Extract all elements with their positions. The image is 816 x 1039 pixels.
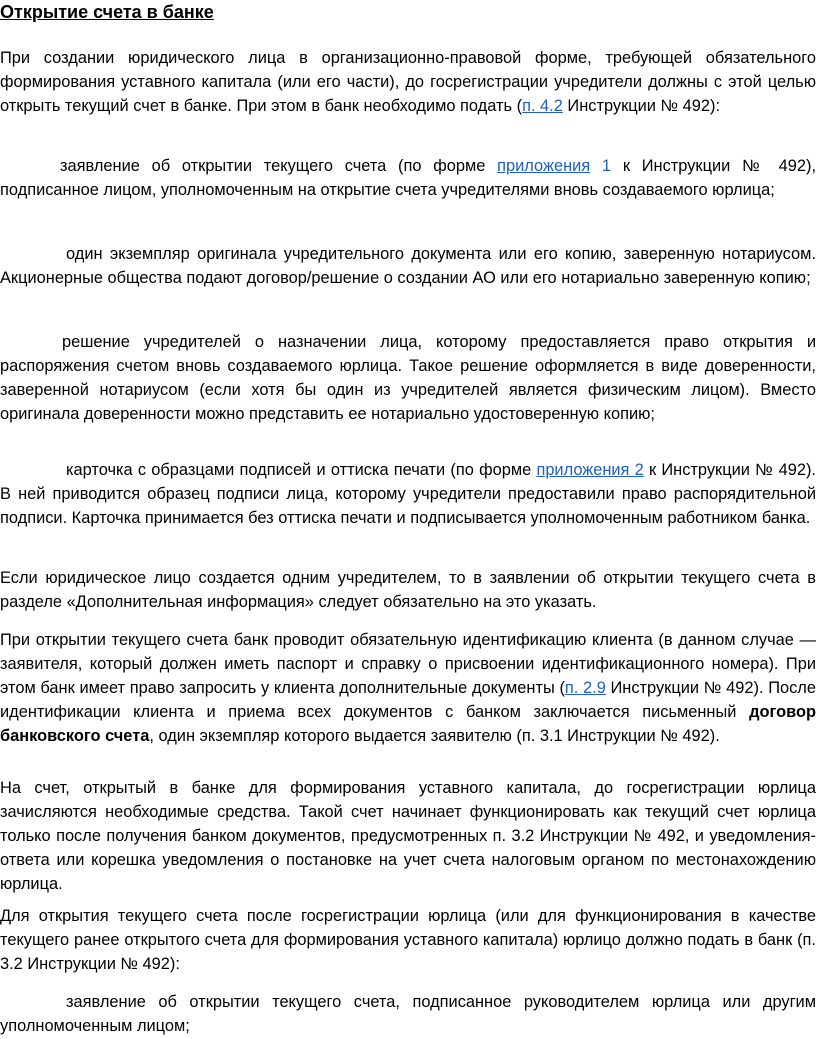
item-text: карточка с образцами подписей и оттиска печати (по форме (66, 461, 537, 479)
intro-text: При создании юридического лица в организационно-правовой форме, требующей обязательного формирования уставного капитала (или его части), до госрегистрации учредители должны с этой целью открыть текущий счет в банке. При этом в банк необходимо подать ( (0, 49, 816, 115)
list-item-charter-document: один экземпляр оригинала учредительного документа или его копию, заверенную нотариусом. Акционерные общества подают договор/решение о создании АО или его нотариально заверенную копию; (0, 245, 816, 287)
link-appendix-1-number[interactable]: 1 (590, 157, 612, 175)
identification-text-mid: Инструкции № 492). После идентификации клиента и приема всех документов с банком заключается письменный (0, 679, 816, 721)
intro-paragraph (0, 46, 816, 118)
list-item-founders-decision: решение учредителей о назначении лица, которому предоставляется право открытия и распоряжения счетом вновь создаваемого юрлица. Такое решение оформляется в виде доверенности, заверенной нотариусом (если хотя бы один из учредителей является физическим лицом). Вместо оригинала доверенности можно представить ее нотариально удостоверенную копию; (0, 333, 816, 423)
link-clause-4-2[interactable]: п. 4.2 (522, 97, 563, 115)
item-text-end: к Инструкции № 492). В ней приводится образец подписи лица, которому учредители предоставили право распорядительной подписи. Карточка принимается без оттиска печати и подписывается уполномоченным работником банка. (0, 461, 816, 527)
single-founder-paragraph: Если юридическое лицо создается одним учредителем, то в заявлении об открытии текущего счета в разделе «Дополнительная информация» следует обязательно на это указать. (0, 569, 816, 611)
identification-text: При открытии текущего счета банк проводит обязательную идентификацию клиента (в данном случае — заявителя, который должен иметь паспорт и справку о присвоении идентификационного номера). При этом банк имеет право запросить у клиента дополнительные документы ( (0, 631, 816, 697)
list-item-application (0, 154, 816, 202)
bank-account-agreement-term: договор банковского счета (0, 703, 816, 745)
list-item-signature-card (0, 458, 816, 530)
identification-text-end: , один экземпляр которого выдается заявителю (п. 3.1 Инструкции № 492). (149, 727, 720, 745)
intro-text-end: Инструкции № 492): (562, 97, 720, 115)
link-clause-2-9[interactable]: п. 2.9 (564, 679, 606, 697)
link-appendix-1[interactable]: приложения (497, 157, 591, 175)
list-item-application-after-registration: заявление об открытии текущего счета, подписанное руководителем юрлица или другим уполномоченным лицом; (0, 993, 816, 1035)
page-title: Открытие счета в банке (0, 2, 214, 22)
link-appendix-2[interactable]: приложения 2 (536, 461, 644, 479)
item-text: заявление об открытии текущего счета (по форме (60, 157, 498, 175)
item-text-end: к Инструкции № 492), подписанное лицом, уполномоченным на открытие счета учредителями вновь создаваемого юрлица; (0, 157, 816, 199)
after-registration-paragraph: Для открытия текущего счета после госрегистрации юрлица (или для функционирования в качестве текущего ранее открытого счета для формирования уставного капитала) юрлицо должно подать в банк (п. 3.2 Инструкции № 492): (0, 907, 816, 973)
identification-paragraph (0, 628, 816, 748)
capital-account-paragraph: На счет, открытый в банке для формирования уставного капитала, до госрегистрации юрлица зачисляются необходимые средства. Такой счет начинает функционировать как текущий счет юрлица только после получения банком документов, предусмотренных п. 3.2 Инструкции № 492, и уведомления-ответа или корешка уведомления о постановке на учет счета налоговым органом по местонахождению юрлица. (0, 779, 816, 893)
